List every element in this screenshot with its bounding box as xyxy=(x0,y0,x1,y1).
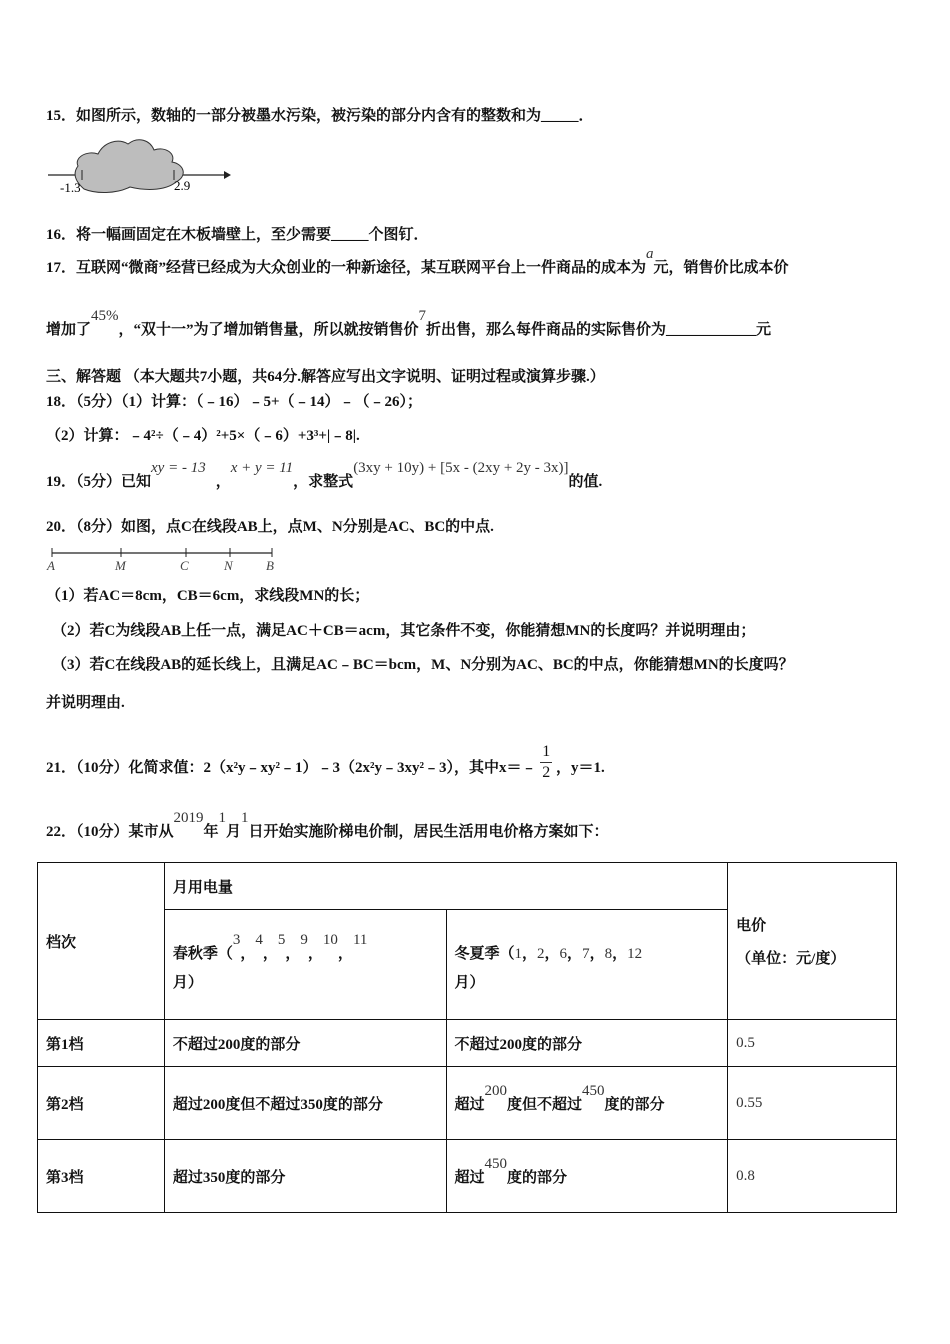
summer-m3: 6 xyxy=(559,946,568,962)
point-c-label: C xyxy=(180,558,189,573)
q19-mid: ，求整式 xyxy=(293,474,354,490)
usage-header: 月用电量 xyxy=(164,863,727,910)
tier-3-summer-c: 度的部分 xyxy=(507,1169,568,1186)
q17-disc: 7 xyxy=(418,308,427,324)
tier-header: 档次 xyxy=(38,863,165,1020)
spring-m5: 10 xyxy=(322,932,338,948)
q20-p3b: 并说明理由. xyxy=(46,695,125,711)
tier-2-summer-v2: 450 xyxy=(582,1082,605,1099)
tier-2-summer-b: 度但不超过 xyxy=(507,1096,583,1113)
tier-1-price: 0.5 xyxy=(728,1020,897,1067)
q17-line1b: 元，销售价比成本价 xyxy=(653,260,789,276)
tier-1-spring: 不超过200度的部分 xyxy=(164,1020,446,1067)
spring-m3: 5 xyxy=(277,932,286,948)
spring-m4: 9 xyxy=(300,932,308,948)
q22-month: 1 xyxy=(218,810,227,826)
table-row xyxy=(38,1020,897,1067)
question-20-part2 xyxy=(52,619,755,640)
summer-label: 冬夏季（ xyxy=(454,946,515,962)
question-18-part2 xyxy=(46,424,360,445)
q17-var-a: a xyxy=(646,246,654,262)
q22-day: 1 xyxy=(241,810,249,826)
point-b-label: B xyxy=(266,558,274,573)
question-20-part3 xyxy=(52,653,794,674)
question-18-part1 xyxy=(46,390,422,411)
question-21 xyxy=(46,743,605,789)
tier-2: 第2档 xyxy=(38,1067,165,1140)
question-15 xyxy=(46,104,594,125)
q20-stem: 20．（8分）如图，点C在线段AB上，点M、N分别是AC、BC的中点. xyxy=(46,519,494,535)
q17-line2c: 折出售，那么每件商品的实际售价为____________元 xyxy=(426,322,772,338)
q22-yue: 月 xyxy=(226,824,242,840)
q20-p2: （2）若C为线段AB上任一点，满足AC＋CB＝acm，其它条件不变，你能猜想MN的长度吗？并说明理由； xyxy=(52,623,756,639)
q17-line1a: 17．互联网“微商”经营已经成为大众创业的一种新途径，某互联网平台上一件商品的成本为 xyxy=(46,260,647,276)
q17-line2b: ，“双十一”为了增加销售量，所以就按销售价 xyxy=(118,322,419,338)
ink-blot xyxy=(75,140,183,193)
price-header-cell xyxy=(728,863,897,1020)
tier-3-price: 0.8 xyxy=(728,1140,897,1213)
summer-m4: 7 xyxy=(582,946,590,962)
spring-m6: 11 xyxy=(352,932,368,948)
summer-m1: 1 xyxy=(514,946,523,962)
q19-cond2: x + y = 11 xyxy=(230,460,294,476)
question-17-line2 xyxy=(46,308,772,339)
section3-text: 三、解答题 （本大题共7小题，共64分.解答应写出文字说明、证明过程或演算步骤.） xyxy=(46,369,605,385)
spring-m1: 3 xyxy=(232,932,241,948)
q22-prefix: 22．（10分）某市从 xyxy=(46,824,174,840)
table-header-row-1 xyxy=(38,863,897,910)
table-row xyxy=(38,1067,897,1140)
q17-pct: 45% xyxy=(91,308,119,324)
summer-m2: 2 xyxy=(537,946,545,962)
number-line-arrow xyxy=(224,171,231,179)
q22-year: 2019 xyxy=(173,810,204,826)
spring-season-header: 春秋季（3，4，5，9，10，11 月） xyxy=(164,910,446,1020)
q19-expr: (3xy + 10y) + [5x - (2xy + 2y - 3x)] xyxy=(353,460,569,476)
q19-comma: ， xyxy=(215,474,231,490)
spring-m2: 4 xyxy=(255,932,263,948)
q15-text: 15．如图所示，数轴的一部分被墨水污染，被污染的部分内含有的整数和为_____． xyxy=(46,108,594,124)
q19-suffix: 的值. xyxy=(568,474,603,490)
tier-1-summer: 不超过200度的部分 xyxy=(446,1020,728,1067)
spring-label: 春秋季（ xyxy=(172,946,233,962)
tariff-table xyxy=(37,862,897,1213)
tier-1: 第1档 xyxy=(38,1020,165,1067)
q21-frac-den: 2 xyxy=(542,764,551,781)
summer-season-header: 冬夏季（1，2，6，7，8，12 月） xyxy=(446,910,728,1020)
q19-cond1: xy = - 13 xyxy=(151,460,206,476)
q21-prefix: 21．（10分）化简求值：2（x²y﹣xy²﹣1）﹣3（2x²y﹣3xy²﹣3），其中x＝﹣ xyxy=(46,759,537,776)
question-20-stem xyxy=(46,515,494,536)
q20-p3a: （3）若C在线段AB的延长线上，且满足AC﹣BC＝bcm，M、N分别为AC、BC的中点，你能猜想MN的长度吗？ xyxy=(52,657,794,673)
section-3-heading xyxy=(46,365,605,386)
point-m-label: M xyxy=(115,558,126,573)
tier-2-spring: 超过200度但不超过350度的部分 xyxy=(164,1067,446,1140)
q22-suffix: 日开始实施阶梯电价制，居民生活用电价格方案如下： xyxy=(248,824,609,840)
question-16 xyxy=(46,223,429,244)
tier-2-summer-c: 度的部分 xyxy=(604,1096,665,1113)
table-row xyxy=(38,1140,897,1213)
tier-3: 第3档 xyxy=(38,1140,165,1213)
question-19 xyxy=(46,460,603,491)
point-a-label: A xyxy=(47,558,55,573)
price-unit: （单位：元/度） xyxy=(736,951,846,967)
point-n-label: N xyxy=(224,558,233,573)
q18-line1: 18．（5分）（1）计算：（﹣16）﹣5+（﹣14）﹣（﹣26）； xyxy=(46,394,423,410)
q21-fraction xyxy=(540,742,552,783)
tier-3-summer-a: 超过 xyxy=(454,1169,485,1186)
number-line-figure xyxy=(46,132,231,194)
summer-m6: 12 xyxy=(627,946,643,962)
q18-line2: （2）计算：﹣4²÷（﹣4）²+5×（﹣6）+3³+|﹣8|. xyxy=(46,428,360,444)
tier-2-price: 0.55 xyxy=(728,1067,897,1140)
q17-line2a: 增加了 xyxy=(46,322,92,338)
tier-3-summer xyxy=(446,1140,728,1213)
tier-2-summer-a: 超过 xyxy=(454,1096,485,1113)
question-17-line1 xyxy=(46,246,789,277)
spring-end: 月） xyxy=(172,975,203,991)
q20-p1: （1）若AC＝8cm，CB＝6cm，求线段MN的长； xyxy=(46,588,370,604)
summer-m5: 8 xyxy=(604,946,613,962)
price-header: 电价 xyxy=(736,918,767,934)
label-2-9: 2.9 xyxy=(174,178,191,193)
label-neg-1-3: -1.3 xyxy=(60,180,81,194)
q21-suffix: ，y＝1. xyxy=(556,759,605,776)
q21-frac-num: 1 xyxy=(542,743,551,760)
question-20-part3-cont xyxy=(46,691,125,712)
q16-text: 16．将一幅画固定在木板墙壁上，至少需要_____个图钉． xyxy=(46,227,429,243)
tier-2-summer xyxy=(446,1067,728,1140)
segment-figure xyxy=(44,544,284,574)
question-20-part1 xyxy=(46,584,369,605)
tier-3-spring: 超过350度的部分 xyxy=(164,1140,446,1213)
question-22 xyxy=(46,810,609,841)
q22-nian: 年 xyxy=(203,824,219,840)
summer-end: 月） xyxy=(454,975,485,991)
q19-prefix: 19．（5分）已知 xyxy=(46,474,152,490)
tier-3-summer-v1: 450 xyxy=(484,1155,508,1172)
tier-2-summer-v1: 200 xyxy=(484,1082,508,1099)
